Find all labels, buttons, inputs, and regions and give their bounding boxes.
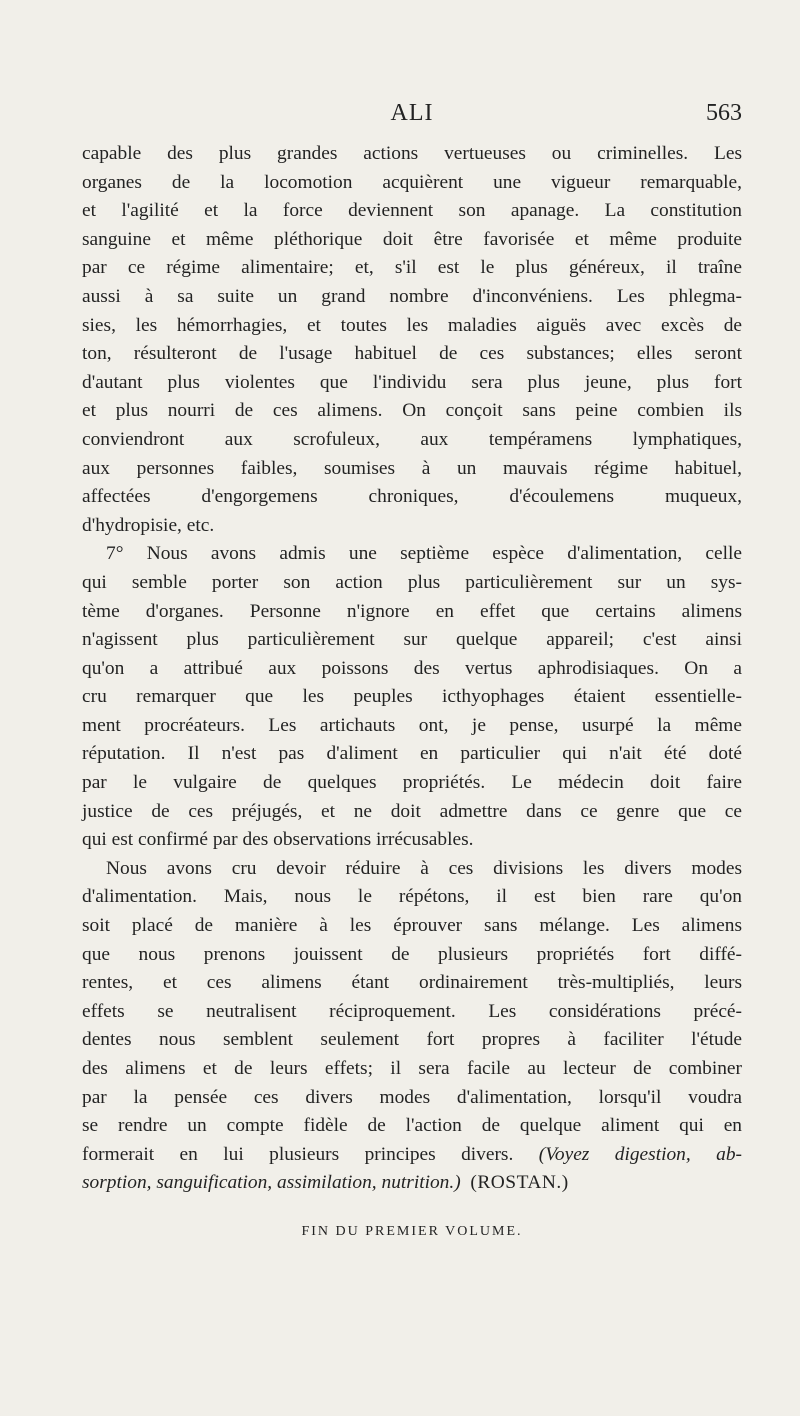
text-line: n'agissent plus particulièrement sur quelque appareil; c'est ainsi (82, 629, 742, 651)
text-line: d'hydropisie, etc. (82, 514, 215, 536)
crossref-continued: sorption, sanguification, assimilation, nutrition.) (82, 1172, 461, 1194)
text-line-with-author (82, 1169, 742, 1198)
text-line: par le vulgaire de quelques propriétés. Le médecin doit faire (82, 772, 742, 794)
text-line: aussi à sa suite un grand nombre d'inconvéniens. Les phlegma- (82, 285, 742, 307)
text-fragment: formerait en lui plusieurs principes divers. (82, 1143, 514, 1165)
paragraph-3 (82, 855, 742, 1198)
text-line: et plus nourri de ces alimens. On conçoit sans peine combien ils (82, 400, 742, 422)
text-line: qui est confirmé par des observations irrécusables. (82, 829, 474, 851)
text-line: 7° Nous avons admis une septième espèce d'alimentation, celle (106, 543, 742, 565)
text-line: conviendront aux scrofuleux, aux tempéramens lymphatiques, (82, 428, 742, 450)
body-text (82, 140, 742, 1198)
author-signature: (ROSTAN.) (470, 1172, 569, 1194)
text-line: tème d'organes. Personne n'ignore en effet que certains alimens (82, 600, 742, 622)
text-line: aux personnes faibles, soumises à un mauvais régime habituel, (82, 457, 742, 479)
text-line: Nous avons cru devoir réduire à ces divisions les divers modes (106, 857, 742, 879)
text-line: soit placé de manière à les éprouver sans mélange. Les alimens (82, 915, 742, 937)
text-line: par ce régime alimentaire; et, s'il est le plus généreux, il traîne (82, 257, 742, 279)
text-line: qu'on a attribué aux poissons des vertus aphrodisiaques. On a (82, 657, 742, 679)
text-line: dentes nous semblent seulement fort propres à faciliter l'étude (82, 1029, 742, 1051)
text-line: affectées d'engorgemens chroniques, d'écoulemens muqueux, (82, 486, 742, 508)
text-line-with-crossref (82, 1141, 742, 1170)
text-line: des alimens et de leurs effets; il sera facile au lecteur de combiner (82, 1058, 742, 1079)
crossref: (Voyez digestion, ab- (538, 1143, 742, 1165)
text-line: par la pensée ces divers modes d'alimentation, lorsqu'il voudra (82, 1086, 742, 1108)
text-line: d'alimentation. Mais, nous le répétons, il est bien rare qu'on (82, 886, 742, 908)
text-line: rentes, et ces alimens étant ordinairement très-multipliés, leurs (82, 972, 742, 994)
paragraph-2 (82, 540, 742, 855)
text-line: capable des plus grandes actions vertueuses ou criminelles. Les (82, 143, 742, 164)
text-line: et l'agilité et la force deviennent son apanage. La constitution (82, 200, 742, 222)
text-line: ment procréateurs. Les artichauts ont, je pense, usurpé la même (82, 714, 742, 736)
text-line: sanguine et même pléthorique doit être favorisée et même produite (82, 228, 742, 250)
running-title: ALI (390, 100, 434, 126)
colophon: FIN DU PREMIER VOLUME. (301, 1223, 523, 1239)
text-line: que nous prenons jouissent de plusieurs propriétés fort diffé- (82, 943, 742, 965)
text-line: d'autant plus violentes que l'individu sera plus jeune, plus fort (82, 371, 742, 393)
text-line: réputation. Il n'est pas d'aliment en particulier qui n'ait été doté (82, 743, 742, 765)
book-page (82, 100, 742, 1240)
text-line: sies, les hémorrhagies, et toutes les maladies aiguës avec excès de (82, 314, 742, 336)
text-line: qui semble porter son action plus particulièrement sur un sys- (82, 571, 742, 593)
text-line: effets se neutralisent réciproquement. Les considérations précé- (82, 1000, 742, 1022)
text-line: se rendre un compte fidèle de l'action de quelque aliment qui en (82, 1115, 742, 1137)
paragraph-1 (82, 140, 742, 540)
running-header (82, 100, 742, 140)
text-line: cru remarquer que les peuples icthyophages étaient essentielle- (82, 686, 742, 708)
page-number: 563 (706, 100, 742, 126)
text-line: justice de ces préjugés, et ne doit admettre dans ce genre que ce (82, 800, 742, 822)
text-line: organes de la locomotion acquièrent une vigueur remarquable, (82, 171, 742, 193)
text-line: ton, résulteront de l'usage habituel de ces substances; elles seront (82, 343, 742, 365)
